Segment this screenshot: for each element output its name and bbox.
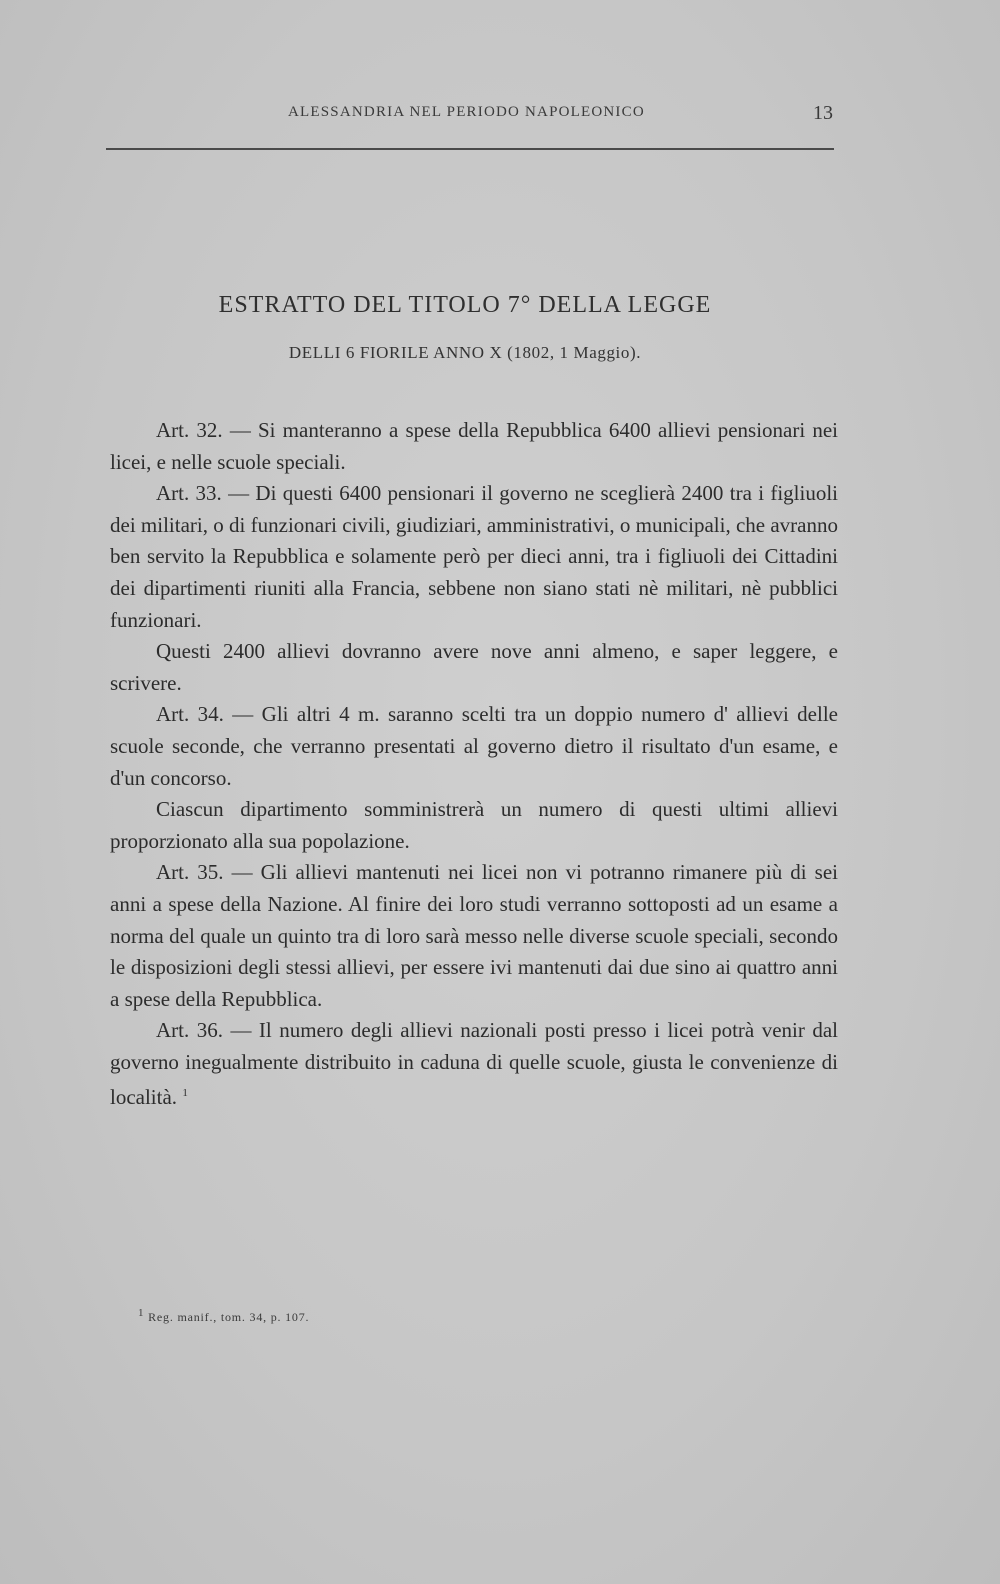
paragraph-art-36-text: Art. 36. — Il numero degli allievi nazionali posti presso i licei potrà venir dal governo inegualmente distribuito in caduna di quelle scuole, giusta le convenienze di località. xyxy=(110,1018,838,1110)
paragraph-art-32: Art. 32. — Si manteranno a spese della Repubblica 6400 allievi pensionari nei licei, e nelle scuole speciali. xyxy=(110,418,838,474)
paragraph-art-35: Art. 35. — Gli allievi mantenuti nei licei non vi potranno rimanere più di sei anni a spese della Nazione. Al finire dei loro studi verranno sottoposti ad un esame a norma del quale un quinto tra di loro sarà messo nelle diverse scuole speciali, secondo le disposizioni degli stessi allievi, per essere ivi mantenuti dai due sino ai quattro anni a spese della Repubblica. xyxy=(110,860,838,1011)
paragraph-art-36 xyxy=(110,1015,838,1114)
page-number: 13 xyxy=(813,102,833,124)
header-rule xyxy=(106,148,834,150)
footnote-text: Reg. manif., tom. 34, p. 107. xyxy=(148,1310,310,1324)
section-subtitle: DELLI 6 FIORILE ANNO X (1802, 1 Maggio). xyxy=(288,343,642,362)
paragraph-art-34: Art. 34. — Gli altri 4 m. saranno scelti tra un doppio numero d' allievi delle scuole seconde, che verranno presentati al governo dietro il risultato d'un esame, e d'un concorso. xyxy=(110,702,838,790)
paragraph-art-33: Art. 33. — Di questi 6400 pensionari il governo ne sceglierà 2400 tra i figliuoli dei militari, o di funzionari civili, giudiziari, amministrativi, o municipali, che avranno ben servito la Repubblica e solamente però per dieci anni, tra i figliuoli dei Cittadini dei dipartimenti riuniti alla Francia, sebbene non siano stati nè militari, nè pubblici funzionari. xyxy=(110,481,838,632)
footnote xyxy=(138,1307,309,1325)
running-head xyxy=(108,104,833,130)
footnote-marker: 1 xyxy=(138,1307,145,1319)
footnote-reference: 1 xyxy=(182,1087,188,1100)
body-text xyxy=(110,415,838,1114)
section-title: ESTRATTO DEL TITOLO 7° DELLA LEGGE xyxy=(218,292,712,318)
paragraph-art-33-continued: Questi 2400 allievi dovranno avere nove anni almeno, e saper leggere, e scrivere. xyxy=(110,639,838,695)
paragraph-art-34-continued: Ciascun dipartimento somministrerà un numero di questi ultimi allievi proporzionato alla sua popolazione. xyxy=(110,797,838,853)
running-title: ALESSANDRIA NEL PERIODO NAPOLEONICO xyxy=(288,104,645,120)
